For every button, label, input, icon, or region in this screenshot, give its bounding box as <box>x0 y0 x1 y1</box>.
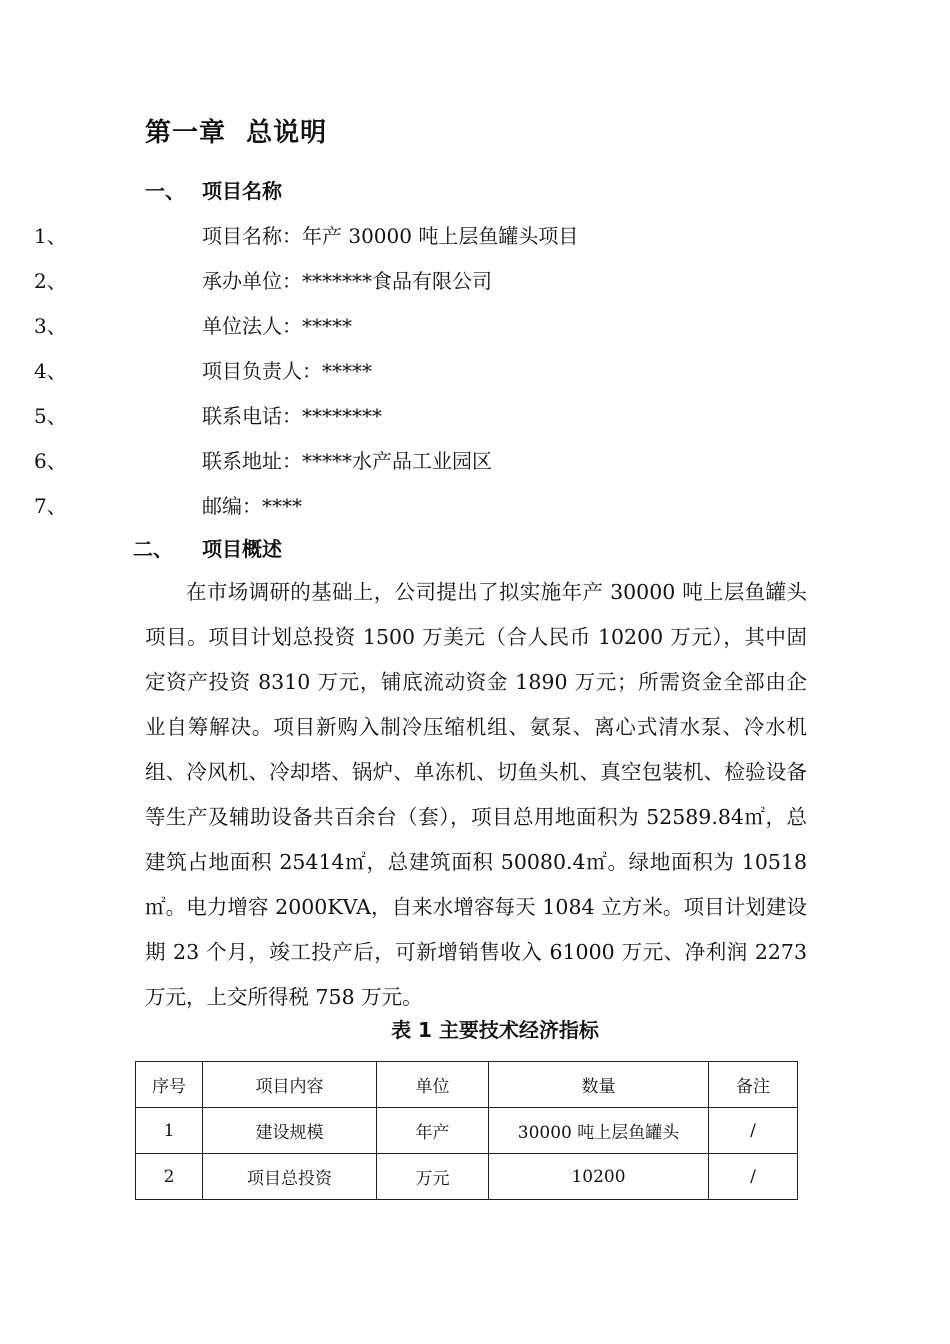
list-item-text: 承办单位：*******食品有限公司 <box>202 269 492 293</box>
table-cell: 项目总投资 <box>203 1154 377 1200</box>
table-cell: 10200 <box>489 1154 709 1200</box>
table-header-row <box>136 1062 798 1108</box>
list-item <box>0 400 950 440</box>
section1-title: 项目名称 <box>202 179 282 203</box>
table-cell: / <box>709 1108 798 1154</box>
table-header-cell: 单位 <box>377 1062 489 1108</box>
table-cell: 年产 <box>377 1108 489 1154</box>
table-row <box>136 1154 798 1200</box>
list-item-text: 联系地址：*****水产品工业园区 <box>202 449 492 473</box>
section2-number: 二、 <box>133 537 173 561</box>
table-header-cell: 备注 <box>709 1062 798 1108</box>
list-item-number: 1、 <box>34 224 67 248</box>
table-header-cell: 数量 <box>489 1062 709 1108</box>
indicators-table <box>135 1061 798 1200</box>
list-item-number: 5、 <box>34 404 67 428</box>
table-row <box>136 1108 798 1154</box>
table-cell: 2 <box>136 1154 203 1200</box>
list-item <box>0 310 950 350</box>
section1-number: 一、 <box>145 179 185 203</box>
list-item <box>0 355 950 395</box>
table-header-cell: 序号 <box>136 1062 203 1108</box>
chapter-title: 第一章 总说明 <box>145 118 328 148</box>
list-item-number: 3、 <box>34 314 67 338</box>
list-item <box>0 490 950 530</box>
table-cell: 建设规模 <box>203 1108 377 1154</box>
table-cell: 1 <box>136 1108 203 1154</box>
list-item-number: 2、 <box>34 269 67 293</box>
list-item-text: 单位法人：***** <box>202 314 352 338</box>
list-item-text: 邮编：**** <box>202 494 302 518</box>
list-item-text: 项目负责人：***** <box>202 359 372 383</box>
list-item-text: 联系电话：******** <box>202 404 382 428</box>
table-caption: 表 1 主要技术经济指标 <box>391 1018 599 1042</box>
list-item-number: 6、 <box>34 449 67 473</box>
list-item <box>0 265 950 305</box>
list-item-text: 项目名称：年产 30000 吨上层鱼罐头项目 <box>202 224 579 248</box>
list-item-number: 4、 <box>34 359 67 383</box>
section2-title: 项目概述 <box>202 537 282 561</box>
list-item <box>0 445 950 485</box>
table-cell: / <box>709 1154 798 1200</box>
table-header-cell: 项目内容 <box>203 1062 377 1108</box>
table-cell: 30000 吨上层鱼罐头 <box>489 1108 709 1154</box>
list-item-number: 7、 <box>34 494 67 518</box>
list-item <box>0 220 950 260</box>
table-cell: 万元 <box>377 1154 489 1200</box>
overview-paragraph: 在市场调研的基础上，公司提出了拟实施年产 30000 吨上层鱼罐头项目。项目计划总投资 1500 万美元（合人民币 10200 万元），其中固定资产投资 8310 万元，铺底流动资金 1890 万元；所需资金全部由企业自筹解决。项目新购入制冷压缩机组、氨泵、离心式清水泵、冷水机组、冷风机、冷却塔、锅炉、单冻机、切鱼头机、真空包装机、检验设备等生产及辅助设备共百余台（套），项目总用地面积为 52589.84㎡，总建筑占地面积 25414㎡，总建筑面积 50080.4㎡。绿地面积为 10518㎡。电力增容 2000KVA，自来水增容每天 1084 立方米。项目计划建设期 23 个月，竣工投产后，可新增销售收入 61000 万元、净利润 2273 万元，上交所得税 758 万元。 <box>145 580 807 1009</box>
